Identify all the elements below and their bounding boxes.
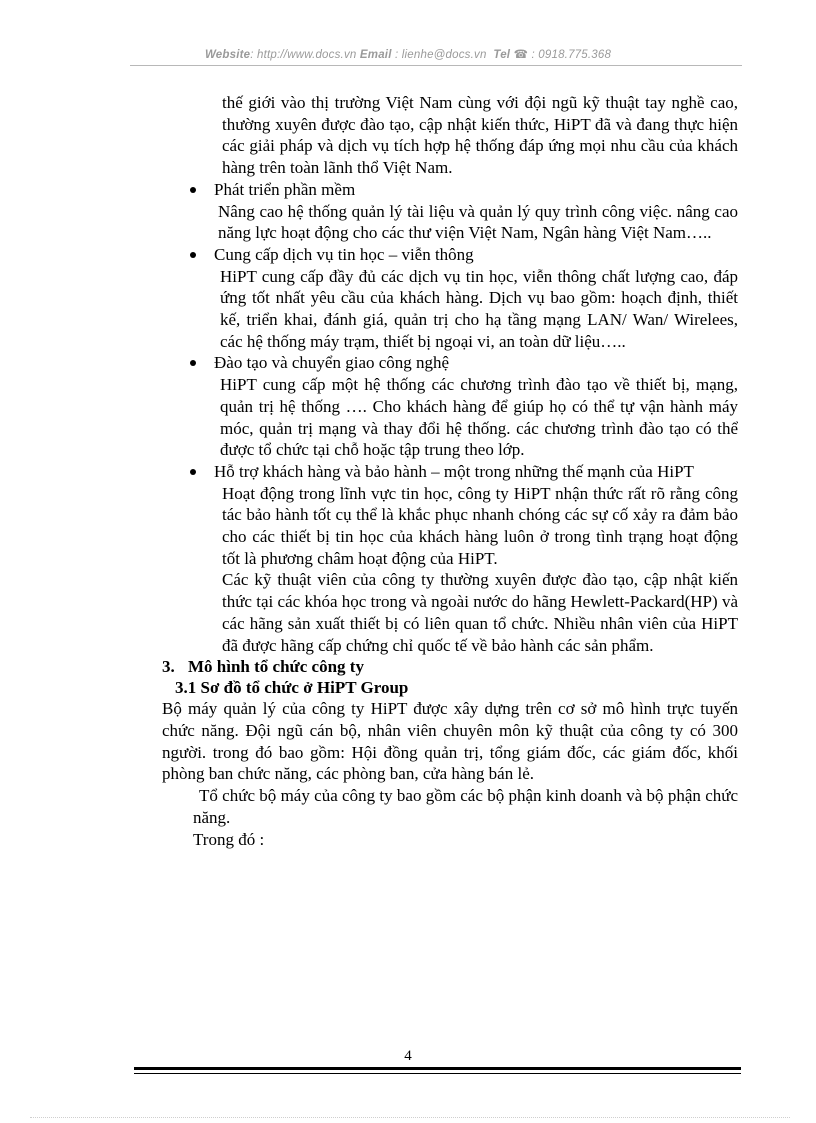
footer-rule-thin bbox=[134, 1073, 741, 1074]
service-body: Hoạt động trong lĩnh vực tin học, công ty HiPT nhận thức rất rõ rằng công tác bảo hành tốt cụ thể là khắc phục nhanh chóng các sự cố xảy ra đảm bảo cho các thiết bị tin học của khách hàng luôn ở trong tình trạng hoạt động tốt là phương châm hoạt động của HiPT. bbox=[222, 483, 738, 568]
service-body: HiPT cung cấp một hệ thống các chương trình đào tạo về thiết bị, mạng, quản trị hệ thống …. Cho khách hàng để giúp họ có thể tự vận hành máy móc, quản trị mạng và thay đổi hệ thống. các chương trình đào tạo có thể được tổ chức tại chỗ hoặc tập trung theo lớp. bbox=[220, 375, 738, 460]
email-value: : lienhe@docs.vn bbox=[391, 49, 487, 61]
intro-paragraph: thế giới vào thị trường Việt Nam cùng với đội ngũ kỹ thuật tay nghề cao, thường xuyên được đào tạo, cập nhật kiến thức, HiPT đã và đang thực hiện các giải pháp và dịch vụ tích hợp hệ thống đáp ứng mọi nhu cầu của khách hàng trên toàn lãnh thổ Việt Nam. bbox=[222, 93, 738, 178]
service-item-support bbox=[214, 461, 738, 483]
section-number: 3. bbox=[162, 657, 175, 677]
page-header bbox=[0, 47, 816, 61]
service-body: Các kỹ thuật viên của công ty thường xuyên được đào tạo, cập nhật kiến thức tại các khóa học trong và ngoài nước do hãng Hewlett-Packard(HP) và các hãng sản xuất thiết bị có liên quan tổ chức. Nhiều nhân viên của HiPT đã được hãng cấp chứng chỉ quốc tế về bảo hành các sản phẩm. bbox=[222, 570, 738, 655]
bullet-icon bbox=[190, 360, 196, 366]
tel-label: Tel bbox=[493, 49, 511, 61]
service-title: Phát triển phần mềm bbox=[214, 179, 356, 199]
bullet-icon bbox=[190, 469, 196, 475]
email-label: Email bbox=[359, 49, 392, 61]
website-label: Website bbox=[204, 49, 251, 61]
service-body: Nâng cao hệ thống quản lý tài liệu và quản lý quy trình công việc. nâng cao năng lực hoạt động cho các thư viện Việt Nam, Ngân hàng Việt Nam….. bbox=[218, 201, 738, 243]
service-title: Đào tạo và chuyển giao công nghệ bbox=[214, 353, 450, 373]
page-bottom-edge bbox=[30, 1117, 790, 1118]
tel-value: ☎ : 0918.775.368 bbox=[513, 49, 612, 61]
org-structure-paragraph: Bộ máy quản lý của công ty HiPT được xây dựng trên cơ sở mô hình trực tuyến chức năng. Đội ngũ cán bộ, nhân viên chuyên môn kỹ thuật của công ty có 300 người. trong đó bao gồm: Hội đồng quản trị, tổng giám đốc, các giám đốc, khối phòng ban chức năng, các phòng ban, cửa hàng bán lẻ. bbox=[162, 699, 738, 784]
org-departments-paragraph: Tổ chức bộ máy của công ty bao gồm các bộ phận kinh doanh và bộ phận chức năng. bbox=[193, 786, 738, 827]
wherein-label: Trong đó : bbox=[193, 829, 265, 849]
header-rule bbox=[130, 65, 742, 66]
service-body: HiPT cung cấp đầy đủ các dịch vụ tin học, viễn thông chất lượng cao, đáp ứng tốt nhất yêu cầu của khách hàng. Dịch vụ bao gồm: hoạch định, thiết kế, triển khai, đánh giá, quản trị cho hạ tầng mạng LAN/ Wan/ Wirelees, các hệ thống máy trạm, thiết bị ngoại vi, an toàn dữ liệu….. bbox=[220, 266, 738, 351]
website-value: : http://www.docs.vn bbox=[250, 49, 357, 61]
bullet-icon bbox=[190, 252, 196, 258]
subsection-heading: 3.1 Sơ đồ tổ chức ở HiPT Group bbox=[175, 678, 409, 698]
bullet-icon bbox=[190, 187, 196, 193]
service-title: Cung cấp dịch vụ tin học – viễn thông bbox=[214, 244, 474, 264]
section-title: Mô hình tổ chức công ty bbox=[188, 657, 364, 677]
service-title: Hỗ trợ khách hàng và bảo hành – một trong những thế mạnh của HiPT bbox=[214, 461, 694, 481]
section-3-heading bbox=[162, 656, 816, 677]
footer-rule-thick bbox=[134, 1067, 741, 1070]
service-item-software bbox=[214, 179, 738, 201]
page-content bbox=[0, 92, 816, 850]
service-item-training bbox=[214, 352, 738, 374]
service-item-it-telecom bbox=[214, 244, 738, 266]
page-number: 4 bbox=[404, 1048, 412, 1064]
